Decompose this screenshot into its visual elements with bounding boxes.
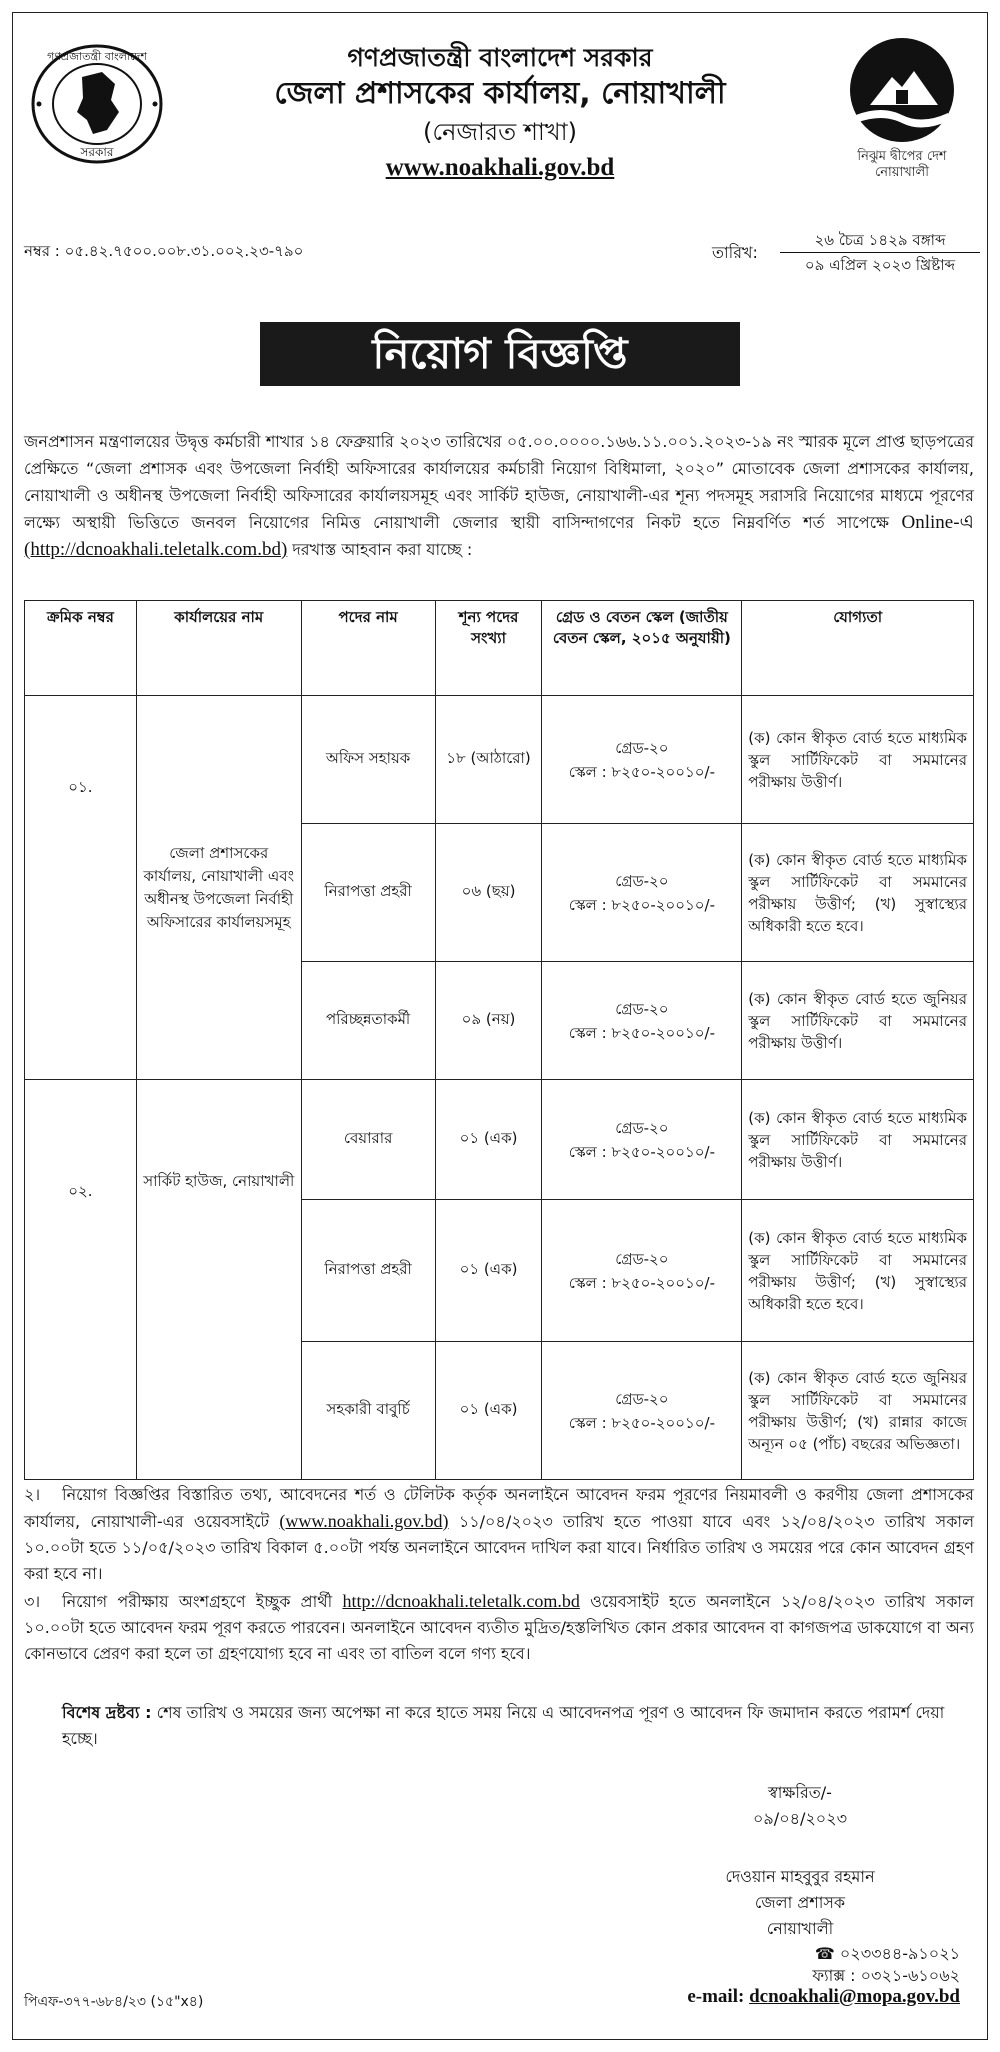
- grade-label: গ্রেড-২০: [615, 1389, 669, 1408]
- notice-title: নিয়োগ বিজ্ঞপ্তি: [260, 322, 740, 386]
- serial-cell: ০১.: [25, 696, 137, 1080]
- qualification-cell: (ক) কোন স্বীকৃত বোর্ড হতে মাধ্যমিক স্কুল সার্টিফিকেট বা সমমানের পরীক্ষায় উত্তীর্ণ।: [742, 696, 974, 824]
- qualification-cell: (ক) কোন স্বীকৃত বোর্ড হতে জুনিয়র স্কুল সার্টিফিকেট বা সমমানের পরীক্ষায় উত্তীর্ণ; (খ) রান্নার কাজে অন্যূন ০৫ (পাঁচ) বছরের অভিজ্ঞতা।: [742, 1342, 974, 1480]
- officer-place: নোয়াখালী: [766, 1919, 834, 1938]
- letterhead: [220, 42, 780, 184]
- website-link[interactable]: www.noakhali.gov.bd: [385, 154, 615, 181]
- paragraph-2: [24, 1482, 974, 1587]
- grade-label: গ্রেড-২০: [615, 999, 669, 1018]
- serial-cell: ০২.: [25, 1080, 137, 1480]
- table-row: [25, 696, 974, 824]
- scale-label: স্কেল : ৮২৫০-২০০১০/-: [568, 895, 716, 914]
- vacancy-table: [24, 600, 974, 1480]
- header-qualification: যোগ্যতা: [742, 601, 974, 696]
- signed-label: স্বাক্ষরিত/-: [768, 1783, 832, 1802]
- count-cell: ০১ (এক): [435, 1200, 542, 1342]
- grade-label: গ্রেড-২০: [615, 1249, 669, 1268]
- fax-line: ফ্যাক্স : ০৩২১-৬১০৬২: [812, 1966, 960, 1985]
- special-note: [62, 1700, 974, 1752]
- govt-name: গণপ্রজাতন্ত্রী বাংলাদেশ সরকার: [347, 43, 653, 72]
- intro-text: জনপ্রশাসন মন্ত্রণালয়ের উদ্বৃত্ত কর্মচারী শাখার ১৪ ফেব্রুয়ারি ২০২৩ তারিখের ০৫.০০.০০০০.১৬৬.১১.০০১.২০২৩-১৯ নং স্মারক মূলে প্রাপ্ত ছাড়পত্রের প্রেক্ষিতে “জেলা প্রশাসক এবং উপজেলা নির্বাহী অফিসারের কার্যালয়ের কর্মচারী নিয়োগ বিধিমালা, ২০২০” মোতাবেক জেলা প্রশাসকের কার্যালয়, নোয়াখালী ও অধীনস্থ উপজেলা নির্বাহী অফিসারের কার্যালয়সমূহ এবং সার্কিট হাউজ, নোয়াখালী-এর শূন্য পদসমূহ সরাসরি নিয়োগের মাধ্যমে পূরণের লক্ষ্যে অস্থায়ী ভিত্তিতে জনবল নিয়োগের নিমিত্ত নোয়াখালী জেলার স্থায়ী বাসিন্দাগণের নিকট হতে নিম্নবর্ণিত শর্ত সাপেক্ষে: [24, 432, 974, 532]
- note-label: বিশেষ দ্রষ্টব্য :: [62, 1703, 152, 1722]
- brand-caption: নিঝুম দ্বীপের দেশ: [857, 149, 947, 164]
- online-label: Online-এ: [901, 512, 974, 533]
- scale-label: স্কেল : ৮২৫০-২০০১০/-: [568, 1413, 716, 1432]
- qualification-cell: (ক) কোন স্বীকৃত বোর্ড হতে জুনিয়র স্কুল সার্টিফিকেট বা সমমানের পরীক্ষায় উত্তীর্ণ।: [742, 962, 974, 1080]
- post-cell: বেয়ারার: [301, 1080, 435, 1200]
- table-row: [25, 1080, 974, 1200]
- government-seal: [27, 42, 167, 166]
- grade-label: গ্রেড-২০: [615, 738, 669, 757]
- office-cell: সার্কিট হাউজ, নোয়াখালী: [136, 1080, 301, 1480]
- email-address[interactable]: dcnoakhali@mopa.gov.bd: [749, 1986, 960, 2007]
- section-name: (নেজারত শাখা): [423, 118, 577, 146]
- count-cell: ০৬ (ছয়): [435, 824, 542, 962]
- post-cell: অফিস সহায়ক: [301, 696, 435, 824]
- office-cell: জেলা প্রশাসকের কার্যালয়, নোয়াখালী এবং অধীনস্থ উপজেলা নির্বাহী অফিসারের কার্যালয়সমূহ: [136, 696, 301, 1080]
- grade-cell: [542, 824, 742, 962]
- count-cell: ১৮ (আঠারো): [435, 696, 542, 824]
- grade-cell: [542, 696, 742, 824]
- email-line: [560, 1986, 960, 2008]
- para-text: নিয়োগ বিজ্ঞপ্তির বিস্তারিত তথ্য, আবেদনের শর্ত ও টেলিটক কর্তৃক অনলাইনে আবেদন ফরম পূরণের নিয়মাবলী ও করণীয় জেলা প্রশাসকের কার্যালয়, নোয়াখালী-এর ওয়েবসাইটে: [24, 1485, 974, 1531]
- date-block: [780, 228, 980, 277]
- grade-cell: [542, 1080, 742, 1200]
- qualification-cell: (ক) কোন স্বীকৃত বোর্ড হতে মাধ্যমিক স্কুল সার্টিফিকেট বা সমমানের পরীক্ষায় উত্তীর্ণ; (খ) সুস্বাস্থ্যের অধিকারী হতে হবে।: [742, 1200, 974, 1342]
- paragraph-3: [24, 1588, 974, 1667]
- post-cell: নিরাপত্তা প্রহরী: [301, 1200, 435, 1342]
- print-code: পিএফ-৩৭৭-৬৮৪/২৩ (১৫"x৪): [24, 1994, 204, 2010]
- scale-label: স্কেল : ৮২৫০-২০০১০/-: [568, 1142, 716, 1161]
- scale-label: স্কেল : ৮২৫০-২০০১০/-: [568, 1273, 716, 1292]
- date-gregorian: ০৯ এপ্রিল ২০২৩ খ্রিষ্টাব্দ: [804, 256, 956, 274]
- grade-cell: [542, 1342, 742, 1480]
- qualification-cell: (ক) কোন স্বীকৃত বোর্ড হতে মাধ্যমিক স্কুল সার্টিফিকেট বা সমমানের পরীক্ষায় উত্তীর্ণ; (খ) সুস্বাস্থ্যের অধিকারী হতে হবে।: [742, 824, 974, 962]
- grade-label: গ্রেড-২০: [615, 1118, 669, 1137]
- teletalk-link[interactable]: (http://dcnoakhali.teletalk.com.bd): [24, 539, 288, 560]
- count-cell: ০৯ (নয়): [435, 962, 542, 1080]
- scale-label: স্কেল : ৮২৫০-২০০১০/-: [568, 1023, 716, 1042]
- header-serial: ক্রমিক নম্বর: [25, 601, 137, 696]
- header-post: পদের নাম: [301, 601, 435, 696]
- header-grade: গ্রেড ও বেতন স্কেল (জাতীয় বেতন স্কেল, ২০১৫ অনুযায়ী): [542, 601, 742, 696]
- post-cell: সহকারী বাবুর্চি: [301, 1342, 435, 1480]
- teletalk-link[interactable]: http://dcnoakhali.teletalk.com.bd: [342, 1591, 580, 1611]
- officer-block: [640, 1864, 960, 1942]
- email-label: e-mail:: [687, 1986, 745, 2007]
- officer-name: দেওয়ান মাহবুবুর রহমান: [725, 1867, 875, 1886]
- note-text: শেষ তারিখ ও সময়ের জন্য অপেক্ষা না করে হাতে সময় নিয়ে এ আবেদনপত্র পূরণ ও আবেদন ফি জমাদান করতে পরামর্শ দেয়া হচ্ছে।: [62, 1703, 945, 1748]
- count-cell: ০১ (এক): [435, 1080, 542, 1200]
- website-link[interactable]: (www.noakhali.gov.bd): [279, 1511, 449, 1531]
- post-cell: পরিচ্ছন্নতাকর্মী: [301, 962, 435, 1080]
- qualification-cell: (ক) কোন স্বীকৃত বোর্ড হতে মাধ্যমিক স্কুল সার্টিফিকেট বা সমমানের পরীক্ষায় উত্তীর্ণ।: [742, 1080, 974, 1200]
- table-header-row: [25, 601, 974, 696]
- office-name: জেলা প্রশাসকের কার্যালয়, নোয়াখালী: [274, 76, 726, 111]
- date-bangla: ২৬ চৈত্র ১৪২৯ বঙ্গাব্দ: [780, 228, 980, 253]
- intro-paragraph: [24, 428, 974, 563]
- signature-block: [640, 1780, 960, 1832]
- header-count: শূন্য পদের সংখ্যা: [435, 601, 542, 696]
- phone-line: ☎ ০২৩৩৪৪-৯১০২১: [814, 1944, 960, 1963]
- grade-cell: [542, 1200, 742, 1342]
- officer-designation: জেলা প্রশাসক: [754, 1893, 846, 1912]
- scale-label: স্কেল : ৮২৫০-২০০১০/-: [568, 762, 716, 781]
- count-cell: ০১ (এক): [435, 1342, 542, 1480]
- signed-date: ০৯/০৪/২০২৩: [753, 1809, 847, 1828]
- brand-caption-place: নোয়াখালী: [875, 165, 929, 180]
- para-number: ৩।: [24, 1592, 41, 1611]
- para-number: ২।: [24, 1485, 41, 1504]
- svg-text:গণপ্রজাতন্ত্রী বাংলাদেশ: গণপ্রজাতন্ত্রী বাংলাদেশ: [47, 50, 147, 63]
- intro-tail: দরখাস্ত আহবান করা যাচ্ছে :: [292, 540, 473, 559]
- date-label: তারিখ:: [712, 243, 758, 262]
- memo-number: নম্বর : ০৫.৪২.৭৫০০.০০৮.৩১.০০২.২৩-৭৯০: [24, 242, 304, 260]
- post-cell: নিরাপত্তা প্রহরী: [301, 824, 435, 962]
- grade-cell: [542, 962, 742, 1080]
- grade-label: গ্রেড-২০: [615, 871, 669, 890]
- district-brand-logo: [832, 35, 972, 185]
- para-text: নিয়োগ পরীক্ষায় অংশগ্রহণে ইচ্ছুক প্রার্থী: [62, 1592, 333, 1611]
- para-text: ১১/০৪/২০২৩ তারিখ হতে পাওয়া যাবে এবং ১২/০৪/২০২৩ তারিখ সকাল ১০.০০টা হতে ১১/০৫/২০২৩ তারিখ বিকাল ৫.০০টা পর্যন্ত অনলাইনে আবেদন দাখিল করা যাবে। নির্ধারিত তারিখ ও সময়ের পরে কোন আবেদন গ্রহণ করা হবে না।: [24, 1512, 974, 1583]
- para-text: ওয়েবসাইট হতে অনলাইনে ১২/০৪/২০২৩ তারিখ সকাল ১০.০০টা হতে আবেদন ফরম পূরণ করতে পারবেন। অনলাইনে আবেদন ব্যতীত মুদ্রিত/হস্তলিখিত কোন প্রকার আবেদন বা কাগজপত্র ডাকযোগে বা অন্য কোনভাবে প্রেরণ করা হলে তা গ্রহণযোগ্য হবে না এবং তা বাতিল বলে গণ্য হবে।: [24, 1592, 974, 1663]
- header-office: কার্যালয়ের নাম: [136, 601, 301, 696]
- svg-text:সরকার: সরকার: [80, 145, 114, 159]
